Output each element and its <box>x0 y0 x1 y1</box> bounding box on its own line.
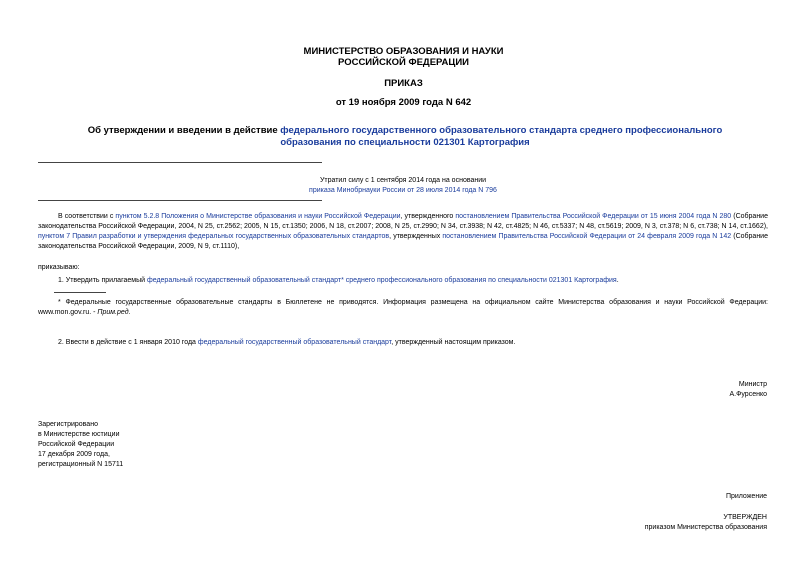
notice-top-rule <box>38 162 322 163</box>
order-heading: ПРИКАЗ <box>384 78 423 89</box>
approval-block <box>645 513 767 533</box>
rules-item7-link[interactable]: пунктом 7 Правил разработки и утверждения федеральных государственных образовательных стандартов <box>38 233 390 240</box>
footnote-text: * Федеральные государственные образовательные стандарты в Бюллетене не приводятся. Информация размещена на официальном сайте Министерства образования и науки Российской Федерации: www.mon.gov.ru. - <box>38 299 768 316</box>
item1-standard-link[interactable]: федеральный государственный образовательный стандарт <box>146 277 342 284</box>
item2-text-1: 2. Ввести в действие с 1 января 2010 года <box>58 339 198 346</box>
order-item-1 <box>38 276 768 286</box>
preamble-text-4: , утвержденных <box>389 233 443 240</box>
title-standard-link[interactable]: федерального государственного образовательного стандарта среднего профессионального образования по специальности 021301 Картография <box>280 125 723 148</box>
title-prefix: Об утверждении и введении в действие <box>87 125 281 136</box>
registration-block <box>38 420 123 470</box>
item2-standard-link[interactable]: федеральный государственный образовательный стандарт <box>197 339 392 346</box>
approval-heading: УТВЕРЖДЕН <box>723 514 767 521</box>
signature-position: Министр <box>738 381 767 388</box>
item1-text-1: 1. Утвердить прилагаемый <box>58 277 147 284</box>
expiry-notice-text: Утратил силу с 1 сентября 2014 года на основании <box>319 177 487 184</box>
regulation-link[interactable]: пунктом 5.2.8 Положения о Министерстве образования и науки Российской Федерации <box>115 213 401 220</box>
ministry-name-line1: МИНИСТЕРСТВО ОБРАЗОВАНИЯ И НАУКИ <box>303 46 504 57</box>
registration-line-2: в Министерстве юстиции <box>38 431 120 438</box>
preamble-text-3: (Собрание законодательства Российской Федерации, 2004, N 25, ст.2562; 2005, N 15, ст.1350; 2006, N 18, ст.2007; 2008, N 25, ст.2990; N 34, ст.3938; N 42, ст.4825; N 46, ст.5337; N 48, ст.5619; 2009, N 3, ст.378; N 6, ст.738; N 14, ст.1662), <box>38 213 768 230</box>
registration-line-1: Зарегистрировано <box>38 421 98 428</box>
item1-text-3: . <box>616 277 619 284</box>
expiry-order-link[interactable]: приказа Минобрнауки России от 28 июля 2014 года N 796 <box>309 187 497 194</box>
resolution-142-link[interactable]: постановлением Правительства Российской Федерации от 24 февраля 2009 года N 142 <box>442 233 732 240</box>
preamble-text-2: , утвержденного <box>400 213 456 220</box>
item1-text-2: * среднего профессионального образования по специальности 021301 Картография <box>341 277 617 284</box>
preamble-text-1: В соответствии с <box>58 213 116 220</box>
footnote-editor-note: Прим.ред. <box>97 309 131 316</box>
footnote <box>38 298 768 318</box>
registration-line-4: 17 декабря 2009 года, <box>38 451 110 458</box>
footnote-rule <box>54 292 106 293</box>
notice-bottom-rule <box>38 200 322 201</box>
signature-block <box>729 380 767 400</box>
order-date: от 19 ноября 2009 года N 642 <box>335 97 472 108</box>
order-item-2 <box>38 338 768 348</box>
registration-line-5: регистрационный N 15711 <box>38 461 124 468</box>
document-title <box>60 125 750 149</box>
order-word: приказываю: <box>38 264 80 271</box>
resolution-280-link[interactable]: постановлением Правительства Российской Федерации от 15 июня 2004 года N 280 <box>455 213 732 220</box>
appendix-label: Приложение <box>725 493 767 500</box>
preamble-paragraph <box>38 212 768 252</box>
ministry-name-line2: РОССИЙСКОЙ ФЕДЕРАЦИИ <box>337 57 469 68</box>
approval-by: приказом Министерства образования <box>644 524 767 531</box>
expiry-notice <box>38 176 768 196</box>
item2-text-2: , утвержденный настоящим приказом. <box>391 339 516 346</box>
preamble-text-5: (Собрание законодательства Российской Федерации, 2009, N 9, ст.1110), <box>38 233 768 250</box>
signature-name: А.Фурсенко <box>729 391 767 398</box>
registration-line-3: Российской Федерации <box>38 441 115 448</box>
